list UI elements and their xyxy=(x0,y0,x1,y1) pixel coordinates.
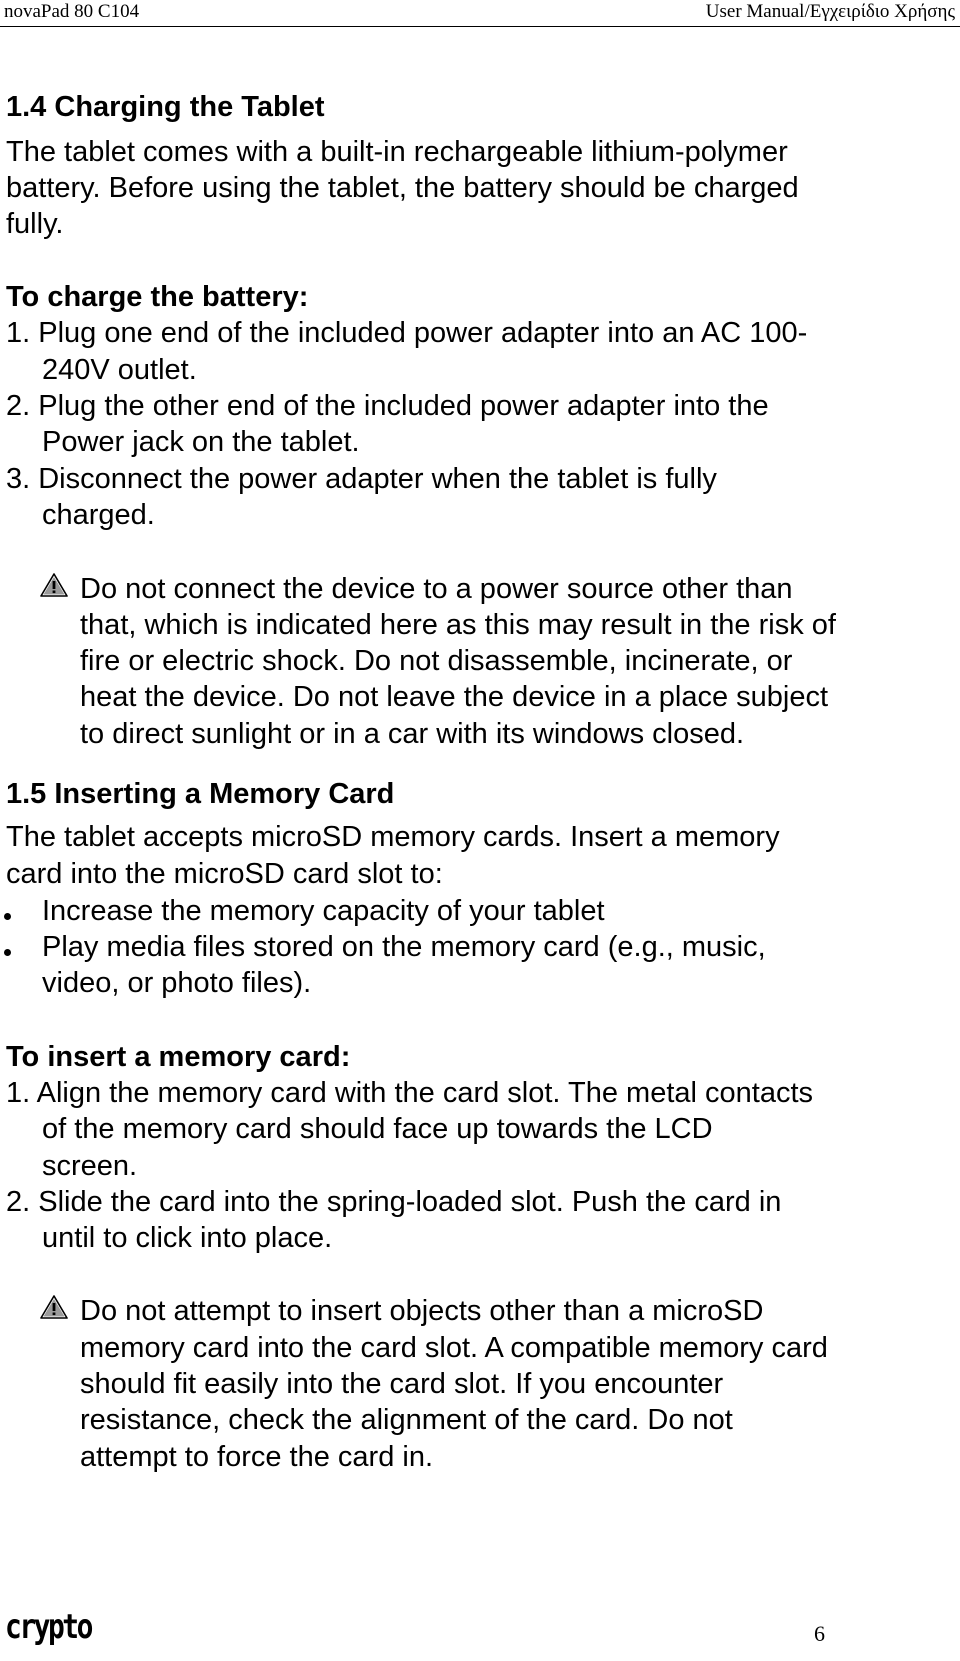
insert-step-1-line-1: 1. Align the memory card with the card slot. The metal contacts xyxy=(6,1077,814,1109)
page-header xyxy=(0,0,960,27)
charging-warning-line-3: fire or electric shock. Do not disassemble, incinerate, or xyxy=(80,645,793,677)
charge-step-3-line-1: 3. Disconnect the power adapter when the tablet is fully xyxy=(6,463,717,495)
charging-warning-line-4: heat the device. Do not leave the device in a place subject xyxy=(80,681,829,713)
memory-card-warning-line-3: should fit easily into the card slot. If you encounter xyxy=(80,1368,724,1400)
section-1-4-intro-line-2: battery. Before using the tablet, the battery should be charged xyxy=(6,172,799,204)
section-1-4-title: 1.4 Charging the Tablet xyxy=(6,91,325,123)
insert-step-2-line-2: until to click into place. xyxy=(42,1222,333,1254)
memory-card-warning-line-4: resistance, check the alignment of the card. Do not xyxy=(80,1404,733,1436)
charging-warning-line-2: that, which is indicated here as this may result in the risk of xyxy=(80,609,836,641)
charge-step-1-line-2: 240V outlet. xyxy=(42,354,197,386)
warning-icon xyxy=(40,573,68,597)
header-product-name: novaPad 80 C104 xyxy=(4,1,140,22)
crypto-logo: crypto xyxy=(5,1607,91,1647)
bullet-marker xyxy=(4,913,11,920)
charge-steps-heading: To charge the battery: xyxy=(6,281,309,313)
memory-card-warning-line-2: memory card into the card slot. A compatible memory card xyxy=(80,1332,828,1364)
page-number: 6 xyxy=(814,1621,825,1646)
insert-step-2-line-1: 2. Slide the card into the spring-loaded slot. Push the card in xyxy=(6,1186,782,1218)
charging-warning-line-1: Do not connect the device to a power source other than xyxy=(80,573,793,605)
memory-card-warning-line-1: Do not attempt to insert objects other than a microSD xyxy=(80,1295,764,1327)
section-1-4-intro-line-3: fully. xyxy=(6,208,64,240)
charge-step-2-line-1: 2. Plug the other end of the included power adapter into the xyxy=(6,390,769,422)
insert-step-1-line-3: screen. xyxy=(42,1150,138,1182)
section-1-5-title: 1.5 Inserting a Memory Card xyxy=(6,778,395,810)
bullet-marker xyxy=(4,949,11,956)
warning-icon xyxy=(40,1295,68,1319)
section-1-4-intro-line-1: The tablet comes with a built-in rechargeable lithium-polymer xyxy=(6,136,788,168)
charging-warning-line-5: to direct sunlight or in a car with its windows closed. xyxy=(80,718,745,750)
header-document-title: User Manual/Εγχειρίδιο Χρήσης xyxy=(705,1,955,22)
insert-steps-heading: To insert a memory card: xyxy=(6,1041,351,1073)
memory-card-warning-line-5: attempt to force the card in. xyxy=(80,1441,434,1473)
section-1-5-intro-line-2: card into the microSD card slot to: xyxy=(6,858,443,890)
bullet-item-1: Increase the memory capacity of your tablet xyxy=(42,895,605,927)
section-1-5-intro-line-1: The tablet accepts microSD memory cards. Insert a memory xyxy=(6,821,780,853)
charge-step-2-line-2: Power jack on the tablet. xyxy=(42,426,360,458)
bullet-item-2-line-1: Play media files stored on the memory card (e.g., music, xyxy=(42,931,766,963)
bullet-item-2-line-2: video, or photo files). xyxy=(42,967,312,999)
charge-step-1-line-1: 1. Plug one end of the included power adapter into an AC 100- xyxy=(6,317,808,349)
charge-step-3-line-2: charged. xyxy=(42,499,155,531)
insert-step-1-line-2: of the memory card should face up towards the LCD xyxy=(42,1113,713,1145)
